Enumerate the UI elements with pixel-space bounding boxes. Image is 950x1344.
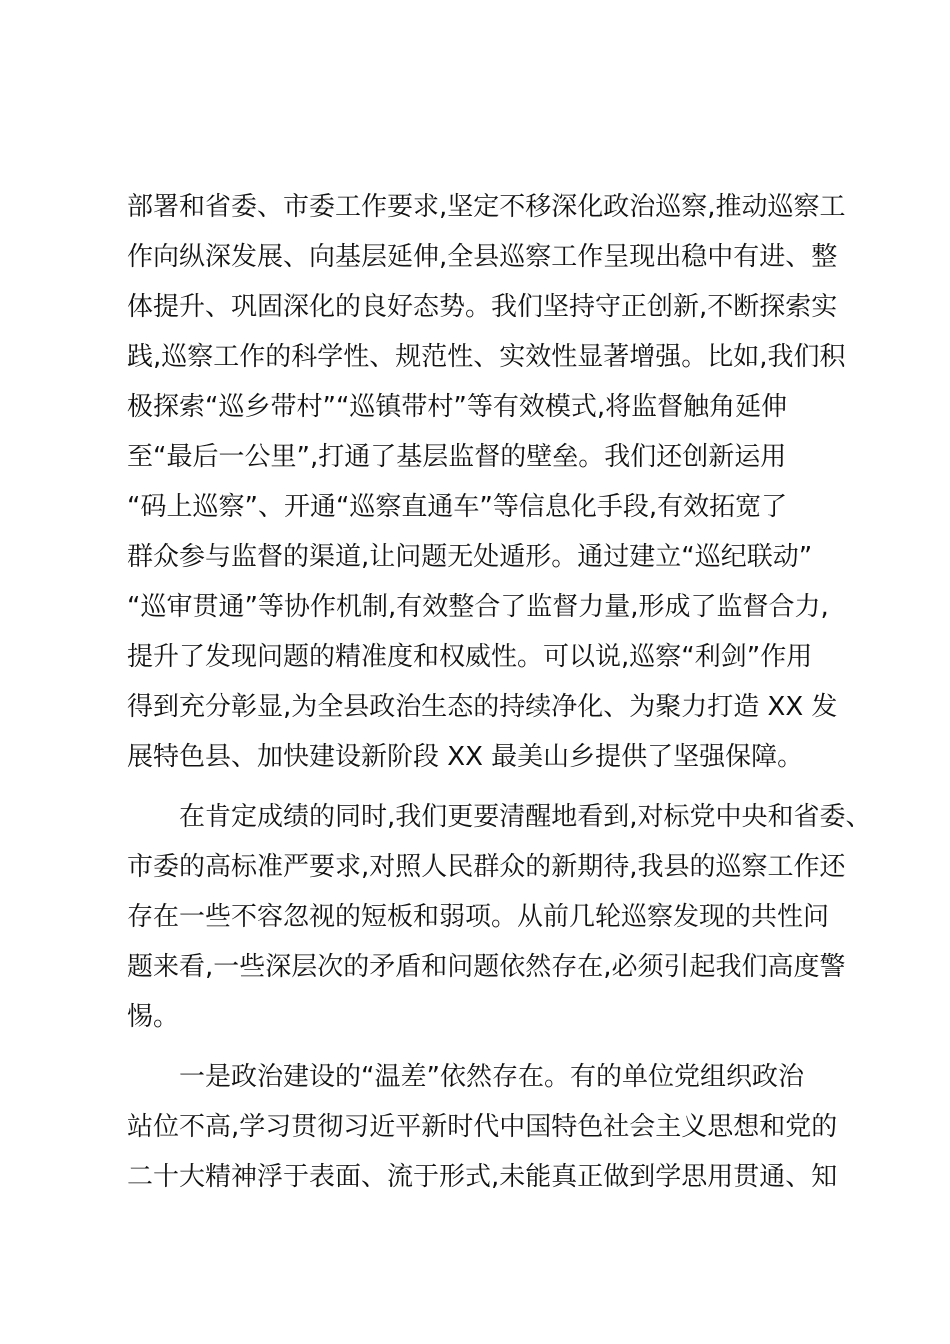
text-line: 存在一些不容忽视的短板和弱项。从前几轮巡察发现的共性问 bbox=[127, 902, 830, 932]
text-line: 至“最后一公里”,打通了基层监督的壁垒。我们还创新运用 bbox=[127, 442, 787, 472]
text-line: “码上巡察”、开通“巡察直通车”等信息化手段,有效拓宽了 bbox=[127, 492, 788, 522]
text-line: 展特色县、加快建设新阶段 XX 最美山乡提供了坚强保障。 bbox=[127, 742, 804, 772]
text-line: 站位不高,学习贯彻习近平新时代中国特色社会主义思想和党的 bbox=[127, 1112, 838, 1142]
document-body bbox=[127, 182, 872, 1202]
text-line: “巡审贯通”等协作机制,有效整合了监督力量,形成了监督合力, bbox=[127, 592, 829, 622]
paragraph-spacer bbox=[127, 1042, 837, 1052]
text-line: 极探索“巡乡带村”“巡镇带村”等有效模式,将监督触角延伸 bbox=[127, 392, 788, 422]
text-line: 作向纵深发展、向基层延伸,全县巡察工作呈现出稳中有进、整 bbox=[127, 242, 838, 272]
text-line: 市委的高标准严要求,对照人民群众的新期待,我县的巡察工作还 bbox=[127, 852, 846, 882]
text-line: 得到充分彰显,为全县政治生态的持续净化、为聚力打造 XX 发 bbox=[127, 692, 838, 722]
text-line: 部署和省委、市委工作要求,坚定不移深化政治巡察,推动巡察工 bbox=[127, 192, 846, 222]
text-line: 群众参与监督的渠道,让问题无处遁形。通过建立“巡纪联动” bbox=[127, 542, 813, 572]
text-line: 一是政治建设的“温差”依然存在。有的单位党组织政治 bbox=[179, 1062, 804, 1092]
text-line: 提升了发现问题的精准度和权威性。可以说,巡察“利剑”作用 bbox=[127, 642, 813, 672]
text-line: 题来看,一些深层次的矛盾和问题依然存在,必须引起我们高度警 bbox=[127, 952, 846, 982]
text-line: 体提升、巩固深化的良好态势。我们坚持守正创新,不断探索实 bbox=[127, 292, 838, 322]
paragraph-2 bbox=[127, 792, 872, 1042]
text-line: 二十大精神浮于表面、流于形式,未能真正做到学思用贯通、知 bbox=[127, 1162, 838, 1192]
text-line: 践,巡察工作的科学性、规范性、实效性显著增强。比如,我们积 bbox=[127, 342, 846, 372]
text-line: 惕。 bbox=[127, 1002, 180, 1032]
paragraph-3 bbox=[127, 1052, 837, 1202]
paragraph-1 bbox=[127, 182, 846, 782]
paragraph-spacer bbox=[127, 782, 837, 792]
text-line: 在肯定成绩的同时,我们更要清醒地看到,对标党中央和省委、 bbox=[179, 802, 872, 832]
